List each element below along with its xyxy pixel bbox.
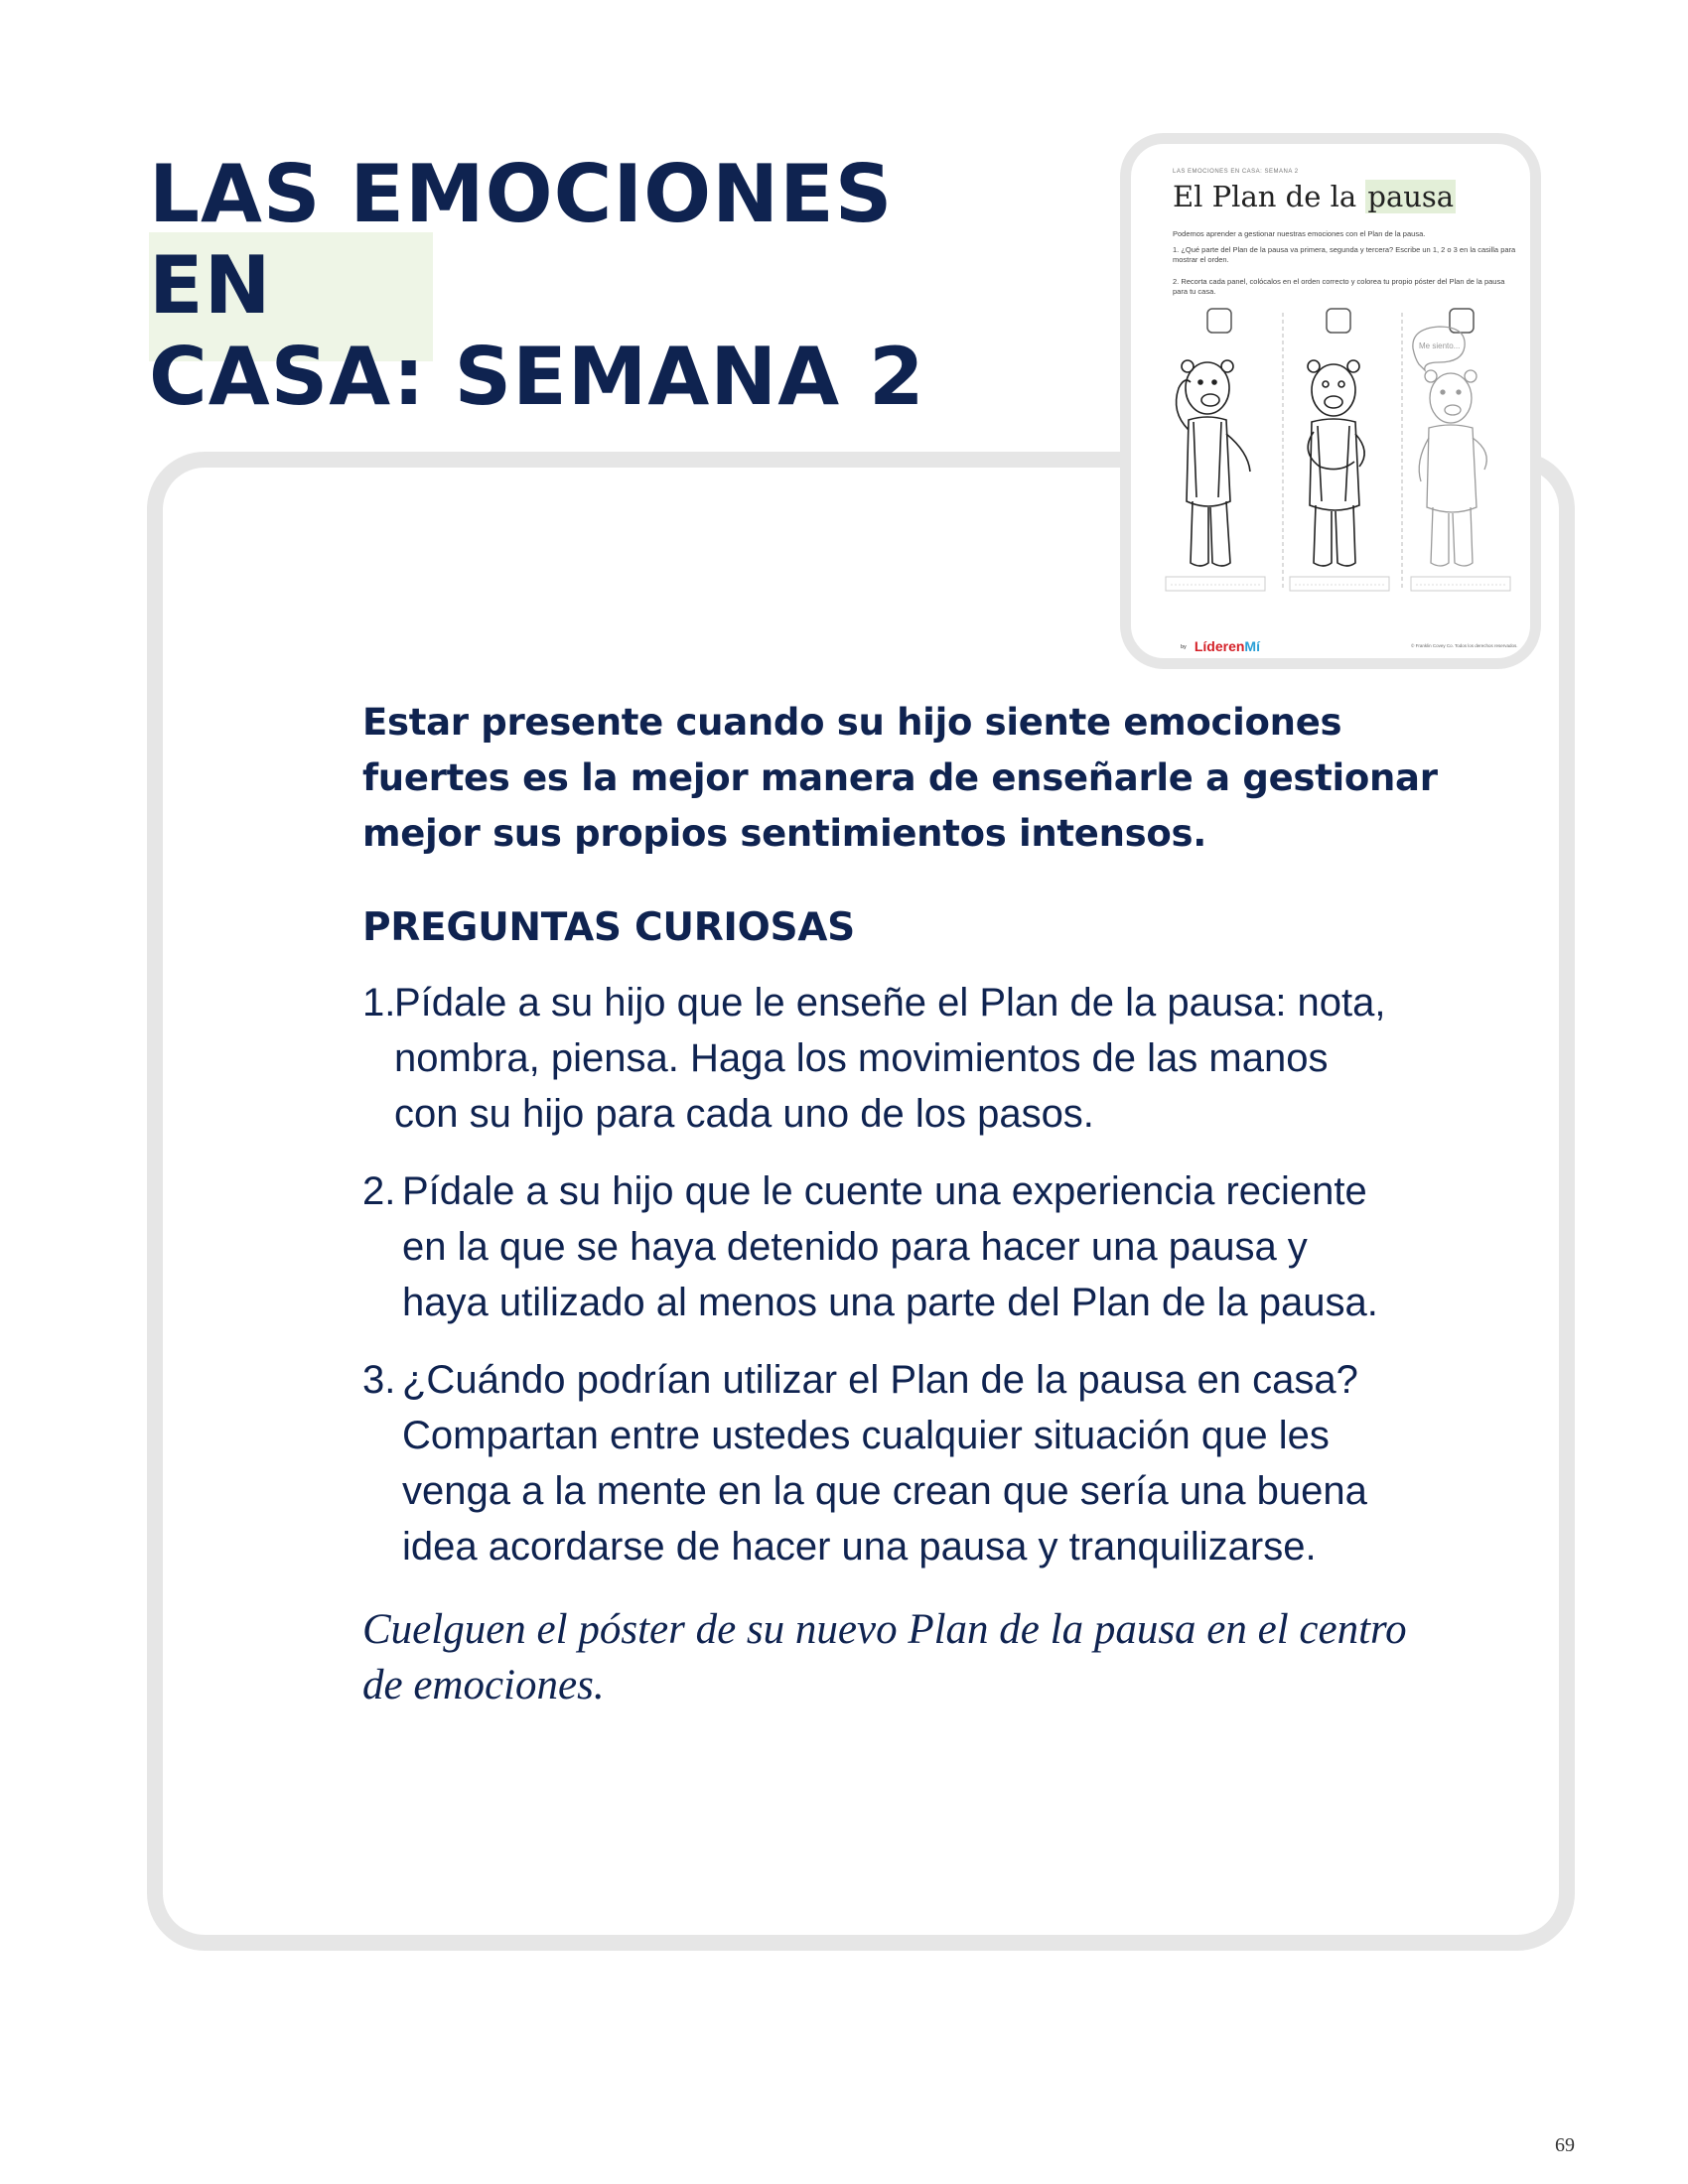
section-heading: PREGUNTAS CURIOSAS — [362, 905, 855, 950]
lead-paragraph — [362, 695, 1438, 862]
question-line: nombra, piensa. Haga los movimientos de las manos — [394, 1036, 1329, 1080]
question-line: idea acordarse de hacer una pausa y tranquilizarse. — [402, 1525, 1317, 1569]
question-item — [362, 975, 1386, 1142]
order-checkbox — [1207, 309, 1231, 333]
label-strip — [1290, 577, 1389, 591]
worksheet-step-2: 2. Recorta cada panel, colócalos en el orden correcto y colorea tu propio póster del Plan de la pausa para tu casa. — [1173, 277, 1505, 296]
leader-in-me-logo — [1181, 638, 1260, 654]
label-strip — [1411, 577, 1510, 591]
question-line: venga a la mente en la que crean que sería una buena — [402, 1469, 1367, 1513]
closing-note — [362, 1602, 1407, 1713]
logo-main: Líderen — [1194, 638, 1245, 654]
lead-line: Estar presente cuando su hijo siente emociones — [362, 701, 1342, 744]
worksheet-copyright: © Franklin Covey Co. Todos los derechos reservados. — [1411, 643, 1518, 648]
question-line: con su hijo para cada uno de los pasos. — [394, 1092, 1094, 1136]
worksheet-title-highlight: pausa — [1367, 180, 1455, 213]
logo-accent: Mí — [1244, 638, 1260, 654]
question-line: Pídale a su hijo que le enseñe el Plan de la pausa: nota, — [394, 981, 1386, 1024]
question-number: 1. — [362, 981, 396, 1024]
worksheet-step-1: 1. ¿Qué parte del Plan de la pausa va primera, segunda y tercera? Escribe un 1, 2 o 3 en la casilla para mostrar el orden. — [1173, 245, 1516, 264]
page-number: 69 — [1555, 2134, 1575, 2156]
label-strip — [1166, 577, 1265, 591]
worksheet-bear-illustrations — [1151, 303, 1528, 630]
closing-line: de emociones. — [362, 1662, 605, 1708]
bear-figure — [1308, 360, 1364, 566]
question-item — [362, 1163, 1378, 1330]
logo-prefix: by — [1181, 644, 1187, 651]
worksheet-thumbnail — [1120, 133, 1541, 669]
page-title — [149, 149, 1043, 423]
closing-line: Cuelguen el póster de su nuevo Plan de la pausa en el centro — [362, 1606, 1407, 1653]
worksheet-bubble-text: Me siento... — [1419, 341, 1461, 350]
question-line: ¿Cuándo podrían utilizar el Plan de la pausa en casa? — [402, 1358, 1358, 1402]
bear-figure — [1413, 327, 1486, 566]
question-number: 2. — [362, 1169, 396, 1213]
worksheet-title — [1173, 180, 1456, 213]
question-line: en la que se haya detenido para hacer una pausa y — [402, 1225, 1308, 1269]
question-line: haya utilizado al menos una parte del Plan de la pausa. — [402, 1281, 1378, 1324]
question-number: 3. — [362, 1358, 396, 1402]
worksheet-intro: Podemos aprender a gestionar nuestras emociones con el Plan de la pausa. — [1173, 229, 1426, 238]
order-checkbox — [1327, 309, 1350, 333]
page-title-line-1: LAS EMOCIONES EN — [149, 148, 894, 332]
worksheet-title-prefix: El Plan de la — [1173, 180, 1366, 213]
bear-figure — [1177, 360, 1250, 566]
question-line: Compartan entre ustedes cualquier situación que les — [402, 1414, 1330, 1457]
question-item — [362, 1352, 1375, 1574]
lead-line: mejor sus propios sentimientos intensos. — [362, 812, 1206, 855]
lead-line: fuertes es la mejor manera de enseñarle a gestionar — [362, 756, 1438, 799]
page-title-line-2: CASA: SEMANA 2 — [149, 331, 925, 423]
question-line: Pídale a su hijo que le cuente una experiencia reciente — [402, 1169, 1367, 1213]
worksheet-kicker: LAS EMOCIONES EN CASA: SEMANA 2 — [1173, 169, 1299, 175]
